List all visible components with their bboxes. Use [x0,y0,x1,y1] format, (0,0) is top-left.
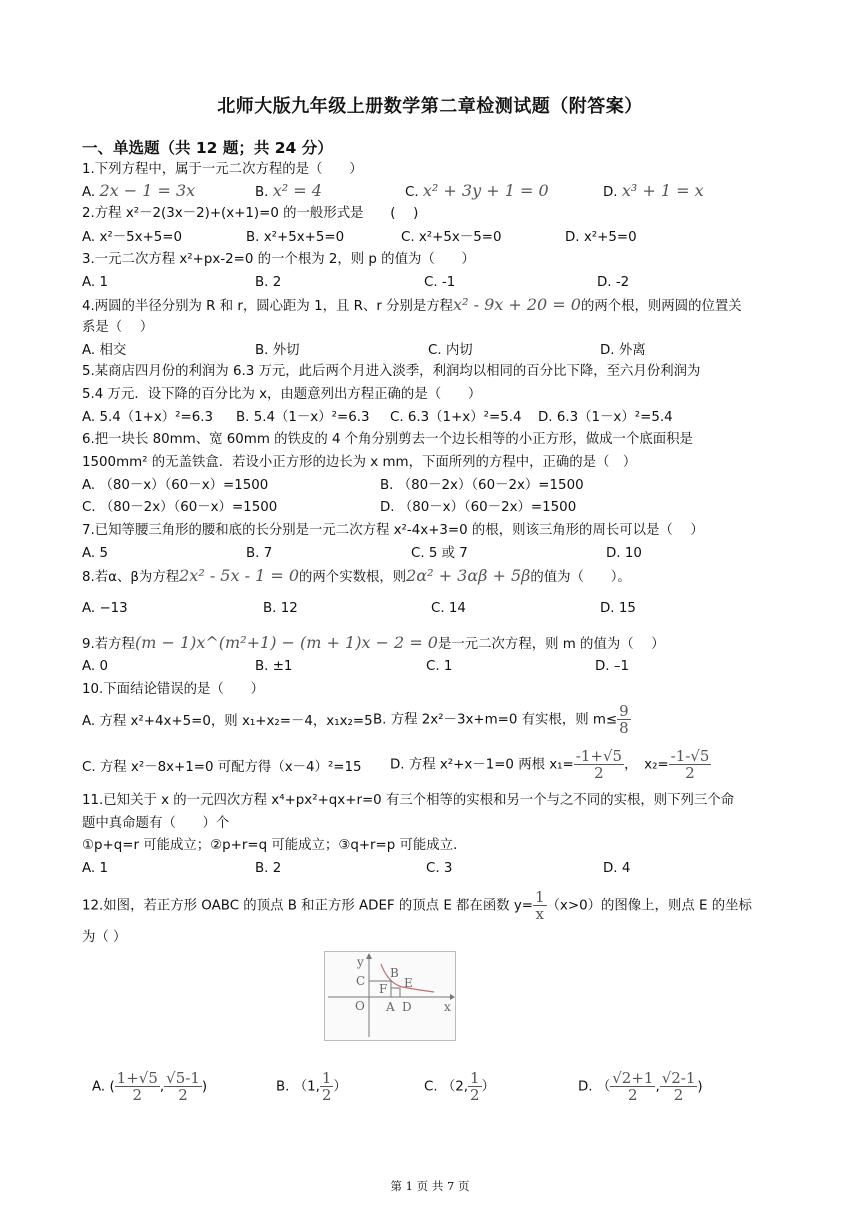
question-12-option-d: D. （ $\frac{√2+1}{2}$ , $\frac{√2-1}{2}$ ) [578,1069,703,1104]
question-1-option-b: B. x² = 4 [255,181,322,200]
question-9-stem: 9.若方程(m − 1)x^(m²+1) − (m + 1)x − 2 = 0是一元二次方程，则 m 的值为（ ） [82,633,665,652]
question-9-option-c: C. 1 [426,659,453,674]
question-5-option-b: B. 5.4（1－x）²=6.3 [236,410,370,425]
question-9-option-a: A. 0 [82,659,108,674]
question-12-option-a: A. ( $\frac{1+√5}{2}$ , $\frac{√5-1}{2}$ ) [92,1069,208,1104]
question-11-stem: 11.已知关于 x 的一元四次方程 x⁴+px²+qx+r=0 有三个相等的实根和另一个与之不同的实根，则下列三个命 [82,793,735,808]
question-4-option-d: D. 外离 [600,343,646,358]
question-11-stem-continued: 题中真命题有（ ）个 [82,816,230,831]
fraction-root-2: $\frac{-1-√5}{2}$ [670,747,710,782]
question-11-propositions: ①p+q=r 可能成立；②p+r=q 可能成立；③q+r=p 可能成立． [82,838,467,853]
question-1-option-a: A. 2x − 1 = 3x [82,181,196,200]
question-9-option-d: D. –1 [595,659,630,674]
label-x: x [444,1000,451,1014]
label-y: y [357,955,364,969]
question-7-option-c: C. 5 或 7 [411,546,468,561]
question-12-option-b: B. （1, $\frac{1}{2}$ ） [276,1069,347,1104]
label-e: E [404,976,413,990]
question-12-stem: 12.如图，若正方形 OABC 的顶点 B 和正方形 ADEF 的顶点 E 都在函数 y= $\frac{1}{x}$ （x>0）的图像上，则点 E 的坐标 [82,888,752,923]
label-c: C [356,974,366,988]
question-1-option-c: C. x² + 3y + 1 = 0 [405,181,549,200]
label-f: F [379,982,388,996]
label-o: O [355,999,365,1013]
question-4-stem: 4.两圆的半径分别为 R 和 r，圆心距为 1，且 R、r 分别是方程x² - 9x + 20 = 0的两个根，则两圆的位置关 [82,295,742,314]
question-4-option-b: B. 外切 [255,343,300,358]
label-b: B [390,966,399,980]
question-6-stem: 6.把一块长 80mm、宽 60mm 的铁皮的 4 个角分别剪去一个边长相等的小正方形，做成一个底面积是 [82,432,693,447]
question-11-option-c: C. 3 [426,861,453,876]
question-9-option-b: B. ±1 [255,659,293,674]
page-title: 北师大版九年级上册数学第二章检测试题（附答案） [217,96,643,117]
question-6-option-d: D. （80－x）（60－2x）=1500 [380,500,577,515]
question-12-option-c: C. （2, $\frac{1}{2}$ ） [424,1069,495,1104]
question-2-option-a: A. x²－5x+5=0 [82,230,183,245]
question-1-option-d: D. x³ + 1 = x [603,181,704,200]
question-8-option-c: C. 14 [431,601,466,616]
question-11-option-d: D. 4 [603,861,631,876]
fraction-9-8: $\frac{9}{8}$ [619,702,629,737]
label-d: D [402,1000,412,1014]
question-10-option-b: B. 方程 2x²－3x+m=0 有实根，则 m≤ $\frac{9}{8}$ [373,702,629,737]
question-7-option-b: B. 7 [246,546,273,561]
question-3-stem: 3.一元二次方程 x²+px-2=0 的一个根为 2，则 p 的值为（ ） [82,252,475,267]
question-6-option-b: B. （80－2x）（60－2x）=1500 [380,478,584,493]
question-2-option-c: C. x²+5x－5=0 [401,230,502,245]
fraction-root-1: $\frac{-1+√5}{2}$ [575,747,623,782]
question-8-option-a: A. −13 [82,601,128,616]
question-3-option-b: B. 2 [255,275,282,290]
question-5-stem-continued: 5.4 万元．设下降的百分比为 x，由题意列出方程正确的是（ ） [82,387,482,402]
question-12-stem-continued: 为（ ） [82,930,127,945]
figure-border [325,952,456,1041]
question-2-stem: 2.方程 x²－2(3x－2)+(x+1)=0 的一般形式是 ( ) [82,206,419,221]
question-5-option-d: D. 6.3（1－x）²=5.4 [538,410,673,425]
label-a: A [386,1000,395,1014]
question-2-option-d: D. x²+5=0 [565,230,637,245]
question-3-option-d: D. -2 [597,275,630,290]
question-7-stem: 7.已知等腰三角形的腰和底的长分别是一元二次方程 x²-4x+3=0 的根，则该三角形的周长可以是（ ） [82,523,704,538]
question-3-option-c: C. -1 [424,275,456,290]
question-3-option-a: A. 1 [82,275,108,290]
question-10-option-d: D. 方程 x²+x－1=0 两根 x₁= $\frac{-1+√5}{2}$ ， x₂= $\frac{-1-√5}{2}$ [390,747,710,782]
question-8-option-d: D. 15 [600,601,636,616]
page-footer: 第 1 页 共 7 页 [390,1179,470,1193]
question-7-option-d: D. 10 [606,546,642,561]
question-8-stem: 8.若α、β为方程2x² - 5x - 1 = 0的两个实数根，则2α² + 3αβ + 5β的值为（ ）。 [82,566,631,585]
question-7-option-a: A. 5 [82,546,108,561]
question-11-option-a: A. 1 [82,861,108,876]
question-6-stem-continued: 1500mm² 的无盖铁盒．若设小正方形的边长为 x mm，下面所列的方程中，正确的是（ ） [82,455,637,470]
question-10-option-c: C. 方程 x²－8x+1=0 可配方得（x－4）²=15 [82,760,362,775]
question-2-option-b: B. x²+5x+5=0 [246,230,345,245]
question-6-option-a: A. （80－x）（60－x）=1500 [82,478,269,493]
question-12-figure [324,951,456,1041]
question-1-stem: 1.下列方程中，属于一元二次方程的是（ ） [82,162,363,177]
question-4-option-a: A. 相交 [82,343,127,358]
question-6-option-c: C. （80－2x）（60－x）=1500 [82,500,278,515]
question-11-option-b: B. 2 [255,861,282,876]
fraction-1-x: $\frac{1}{x}$ [535,888,545,923]
question-5-option-a: A. 5.4（1+x）²=6.3 [82,410,214,425]
question-8-option-b: B. 12 [263,601,298,616]
question-5-option-c: C. 6.3（1+x）²=5.4 [390,410,522,425]
question-10-option-a: A. 方程 x²+4x+5=0，则 x₁+x₂=－4，x₁x₂=5 [82,714,373,729]
question-4-option-c: C. 内切 [428,343,473,358]
question-5-stem: 5.某商店四月份的利润为 6.3 万元，此后两个月进入淡季，利润均以相同的百分比下降，至六月份利润为 [82,364,701,379]
question-4-stem-continued: 系是（ ） [82,320,154,335]
section-heading: 一、单选题（共 12 题；共 24 分） [82,139,333,157]
question-10-stem: 10.下面结论错误的是（ ） [82,682,264,697]
